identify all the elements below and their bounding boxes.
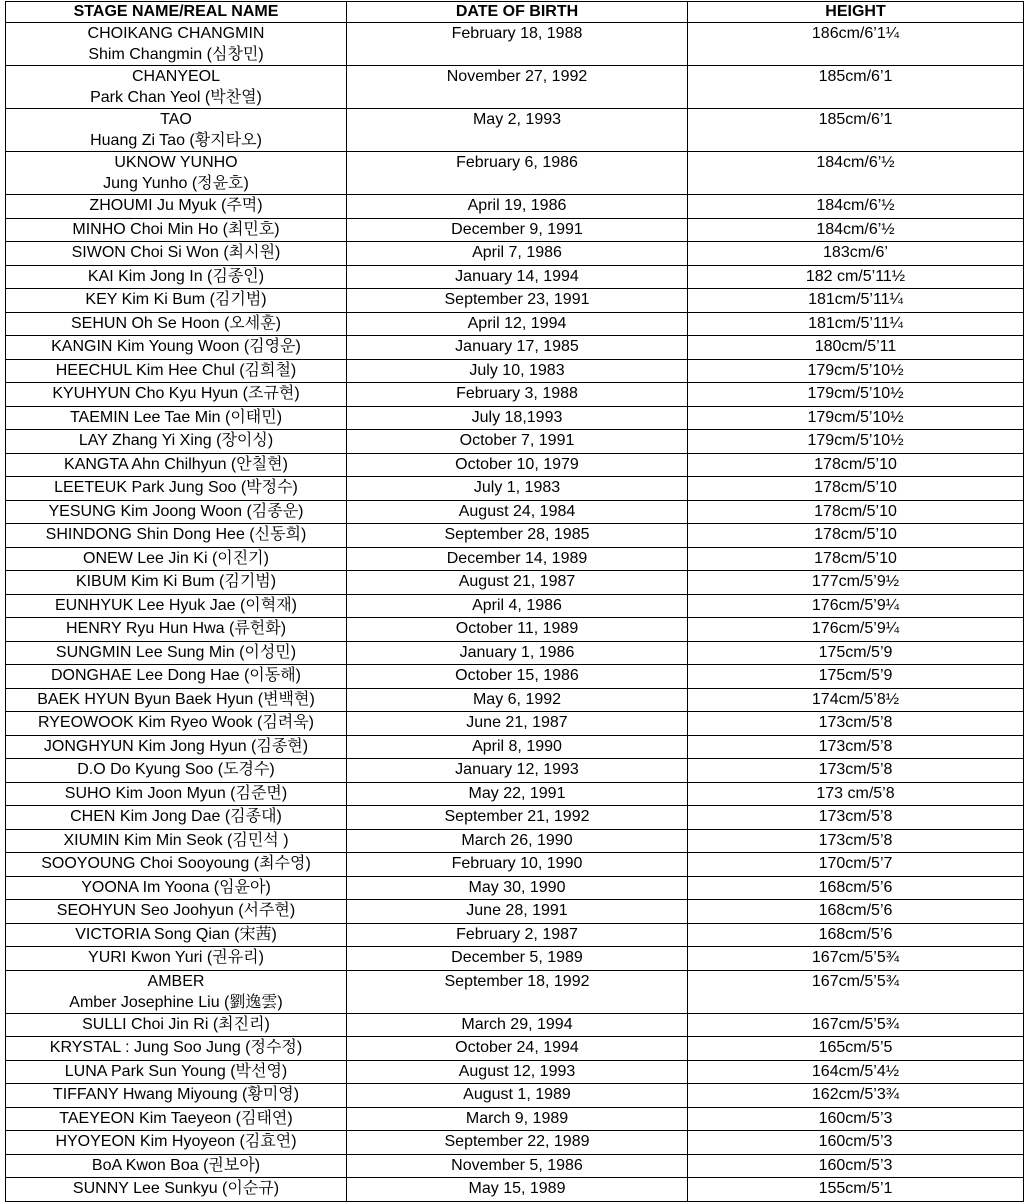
height-cell: 160cm/5’3: [688, 1107, 1024, 1131]
stage-name: SUNGMIN Lee Sung Min (이성민): [55, 643, 297, 661]
stage-real-name-cell: [6, 853, 347, 877]
table-row: [6, 195, 1024, 219]
date-of-birth-cell: April 12, 1994: [347, 312, 688, 336]
height-cell: 165cm/5’5: [688, 1037, 1024, 1061]
stage-real-name-cell: [6, 359, 347, 383]
table-row: [6, 970, 1024, 1013]
height-cell: 174cm/5’8½: [688, 688, 1024, 712]
date-of-birth-cell: December 5, 1989: [347, 947, 688, 971]
date-of-birth-cell: April 7, 1986: [347, 242, 688, 266]
date-of-birth-cell: November 5, 1986: [347, 1154, 688, 1178]
table-row: [6, 524, 1024, 548]
table-row: [6, 806, 1024, 830]
real-name: Shim Changmin (심창민): [88, 46, 264, 63]
stage-name: CHOIKANG CHANGMIN: [87, 25, 265, 42]
table-row: [6, 1013, 1024, 1037]
header-stage-name: STAGE NAME/REAL NAME: [6, 2, 347, 23]
stage-real-name-cell: [6, 547, 347, 571]
table-row: [6, 312, 1024, 336]
stage-name: YOONA Im Yoona (임윤아): [81, 878, 271, 896]
table-row: [6, 947, 1024, 971]
stage-real-name-cell: [6, 829, 347, 853]
date-of-birth-cell: February 3, 1988: [347, 383, 688, 407]
date-of-birth-cell: December 9, 1991: [347, 218, 688, 242]
stage-name: SUNNY Lee Sunkyu (이순규): [72, 1180, 280, 1197]
height-cell: 173cm/5’8: [688, 829, 1024, 853]
table-row: [6, 571, 1024, 595]
height-cell: 178cm/5’10: [688, 453, 1024, 477]
stage-real-name-cell: [6, 594, 347, 618]
height-cell: 184cm/6’½: [688, 218, 1024, 242]
stage-real-name-cell: [6, 782, 347, 806]
date-of-birth-cell: October 10, 1979: [347, 453, 688, 477]
stage-name: KIBUM Kim Ki Bum (김기범): [75, 573, 277, 590]
height-cell: 179cm/5’10½: [688, 430, 1024, 454]
height-cell: 180cm/5’11: [688, 336, 1024, 360]
header-height: HEIGHT: [688, 2, 1024, 23]
table-row: [6, 242, 1024, 266]
date-of-birth-cell: September 28, 1985: [347, 524, 688, 548]
table-row: [6, 23, 1024, 66]
height-cell: 181cm/5’11¼: [688, 289, 1024, 313]
table-row: [6, 359, 1024, 383]
height-cell: 179cm/5’10½: [688, 406, 1024, 430]
height-cell: 178cm/5’10: [688, 477, 1024, 501]
stage-name: KRYSTAL : Jung Soo Jung (정수정): [49, 1039, 303, 1056]
date-of-birth-cell: September 22, 1989: [347, 1131, 688, 1155]
table-header: [6, 2, 1024, 23]
stage-name: SUHO Kim Joon Myun (김준면): [64, 784, 288, 802]
table-row: [6, 1060, 1024, 1084]
stage-name: HEECHUL Kim Hee Chul (김희철): [55, 361, 297, 379]
stage-real-name-cell: [6, 806, 347, 830]
stage-real-name-cell: [6, 712, 347, 736]
stage-name: TAO: [160, 111, 192, 128]
height-cell: 178cm/5’10: [688, 500, 1024, 524]
height-cell: 185cm/6’1: [688, 109, 1024, 152]
table-row: [6, 152, 1024, 195]
stage-name: LEETEUK Park Jung Soo (박정수): [54, 479, 298, 496]
stage-real-name-cell: [6, 1060, 347, 1084]
stage-name: KANGIN Kim Young Woon (김영운): [51, 338, 301, 355]
date-of-birth-cell: August 1, 1989: [347, 1084, 688, 1108]
stage-real-name-cell: [6, 152, 347, 195]
stage-name: JONGHYUN Kim Jong Hyun (김종현): [43, 737, 309, 755]
header-row: [6, 2, 1024, 23]
stage-real-name-cell: [6, 477, 347, 501]
date-of-birth-cell: October 7, 1991: [347, 430, 688, 454]
height-cell: 184cm/6’½: [688, 195, 1024, 219]
stage-real-name-cell: [6, 571, 347, 595]
date-of-birth-cell: September 18, 1992: [347, 970, 688, 1013]
date-of-birth-cell: February 2, 1987: [347, 923, 688, 947]
height-cell: 168cm/5’6: [688, 923, 1024, 947]
date-of-birth-cell: May 6, 1992: [347, 688, 688, 712]
date-of-birth-cell: April 4, 1986: [347, 594, 688, 618]
stage-name: SEOHYUN Seo Joohyun (서주현): [56, 902, 296, 919]
date-of-birth-cell: May 22, 1991: [347, 782, 688, 806]
table-row: [6, 782, 1024, 806]
stage-real-name-cell: [6, 735, 347, 759]
table-row: [6, 500, 1024, 524]
height-cell: 173cm/5’8: [688, 712, 1024, 736]
date-of-birth-cell: January 1, 1986: [347, 641, 688, 665]
height-cell: 168cm/5’6: [688, 876, 1024, 900]
date-of-birth-cell: August 12, 1993: [347, 1060, 688, 1084]
height-cell: 173 cm/5’8: [688, 782, 1024, 806]
stage-name: TAEYEON Kim Taeyeon (김태연): [59, 1109, 293, 1127]
date-of-birth-cell: January 14, 1994: [347, 265, 688, 289]
stage-name: CHEN Kim Jong Dae (김종대): [70, 808, 282, 825]
stage-name: VICTORIA Song Qian (宋茜): [75, 925, 277, 943]
idol-height-table: [5, 1, 1024, 1202]
date-of-birth-cell: July 1, 1983: [347, 477, 688, 501]
stage-real-name-cell: [6, 336, 347, 360]
date-of-birth-cell: January 17, 1985: [347, 336, 688, 360]
stage-name: SOOYOUNG Choi Sooyoung (최수영): [41, 855, 311, 872]
date-of-birth-cell: March 9, 1989: [347, 1107, 688, 1131]
stage-real-name-cell: [6, 759, 347, 783]
date-of-birth-cell: December 14, 1989: [347, 547, 688, 571]
date-of-birth-cell: February 18, 1988: [347, 23, 688, 66]
table-row: [6, 109, 1024, 152]
stage-real-name-cell: [6, 23, 347, 66]
stage-name: EUNHYUK Lee Hyuk Jae (이혁재): [55, 596, 297, 614]
stage-name: KANGTA Ahn Chilhyun (안칠현): [64, 455, 288, 473]
table-row: [6, 547, 1024, 571]
date-of-birth-cell: August 24, 1984: [347, 500, 688, 524]
stage-name: BoA Kwon Boa (권보아): [91, 1156, 261, 1174]
height-cell: 167cm/5’5¾: [688, 970, 1024, 1013]
height-cell: 155cm/5’1: [688, 1178, 1024, 1202]
date-of-birth-cell: March 26, 1990: [347, 829, 688, 853]
date-of-birth-cell: January 12, 1993: [347, 759, 688, 783]
stage-real-name-cell: [6, 1037, 347, 1061]
table-row: [6, 735, 1024, 759]
table-row: [6, 900, 1024, 924]
date-of-birth-cell: August 21, 1987: [347, 571, 688, 595]
table-row: [6, 853, 1024, 877]
stage-name: AMBER: [147, 972, 205, 990]
stage-real-name-cell: [6, 500, 347, 524]
stage-name: CHANYEOL: [131, 68, 221, 85]
date-of-birth-cell: June 28, 1991: [347, 900, 688, 924]
stage-name: LAY Zhang Yi Xing (장이싱): [78, 432, 274, 449]
table-row: [6, 712, 1024, 736]
stage-name: SHINDONG Shin Dong Hee (신동희): [45, 526, 307, 543]
stage-name: XIUMIN Kim Min Seok (김민석 ): [63, 831, 289, 849]
date-of-birth-cell: July 18,1993: [347, 406, 688, 430]
table-row: [6, 218, 1024, 242]
date-of-birth-cell: October 11, 1989: [347, 618, 688, 642]
stage-name: HYOYEON Kim Hyoyeon (김효연): [55, 1133, 297, 1150]
stage-real-name-cell: [6, 876, 347, 900]
stage-name: UKNOW YUNHO: [114, 154, 238, 171]
real-name: Jung Yunho (정윤호): [103, 175, 249, 192]
table-row: [6, 1154, 1024, 1178]
table-row: [6, 1084, 1024, 1108]
height-cell: 160cm/5’3: [688, 1154, 1024, 1178]
table-row: [6, 759, 1024, 783]
stage-real-name-cell: [6, 618, 347, 642]
height-cell: 184cm/6’½: [688, 152, 1024, 195]
date-of-birth-cell: May 15, 1989: [347, 1178, 688, 1202]
header-date-of-birth: DATE OF BIRTH: [347, 2, 688, 23]
date-of-birth-cell: April 8, 1990: [347, 735, 688, 759]
stage-name: BAEK HYUN Byun Baek Hyun (변백현): [37, 690, 315, 708]
table-row: [6, 829, 1024, 853]
height-cell: 162cm/5’3¾: [688, 1084, 1024, 1108]
table-row: [6, 618, 1024, 642]
date-of-birth-cell: April 19, 1986: [347, 195, 688, 219]
stage-name: YESUNG Kim Joong Woon (김종운): [48, 502, 304, 520]
table-body: [6, 23, 1024, 1202]
table-row: [6, 688, 1024, 712]
table-row: [6, 336, 1024, 360]
height-cell: 181cm/5’11¼: [688, 312, 1024, 336]
table-row: [6, 66, 1024, 109]
height-cell: 175cm/5’9: [688, 641, 1024, 665]
stage-real-name-cell: [6, 289, 347, 313]
table-row: [6, 383, 1024, 407]
stage-name: ZHOUMI Ju Myuk (주멱): [89, 197, 263, 214]
table-row: [6, 265, 1024, 289]
height-cell: 182 cm/5’11½: [688, 265, 1024, 289]
stage-name: SEHUN Oh Se Hoon (오세훈): [71, 314, 281, 332]
height-cell: 186cm/6’1¼: [688, 23, 1024, 66]
stage-name: KAI Kim Jong In (김종인): [87, 267, 265, 285]
stage-real-name-cell: [6, 242, 347, 266]
real-name: Park Chan Yeol (박찬열): [90, 89, 262, 106]
stage-real-name-cell: [6, 641, 347, 665]
date-of-birth-cell: February 10, 1990: [347, 853, 688, 877]
stage-real-name-cell: [6, 1107, 347, 1131]
stage-name: TAEMIN Lee Tae Min (이태민): [69, 408, 283, 426]
stage-real-name-cell: [6, 1013, 347, 1037]
height-cell: 164cm/5’4½: [688, 1060, 1024, 1084]
height-cell: 179cm/5’10½: [688, 383, 1024, 407]
table-row: [6, 923, 1024, 947]
real-name: Huang Zi Tao (황지타오): [90, 132, 262, 149]
height-cell: 178cm/5’10: [688, 547, 1024, 571]
stage-real-name-cell: [6, 688, 347, 712]
date-of-birth-cell: June 21, 1987: [347, 712, 688, 736]
stage-name: KYUHYUN Cho Kyu Hyun (조규현): [52, 385, 300, 402]
height-cell: 167cm/5’5¾: [688, 1013, 1024, 1037]
date-of-birth-cell: September 23, 1991: [347, 289, 688, 313]
table-row: [6, 477, 1024, 501]
stage-name: YURI Kwon Yuri (권유리): [88, 949, 264, 966]
real-name: Amber Josephine Liu (劉逸雲): [69, 993, 283, 1011]
date-of-birth-cell: September 21, 1992: [347, 806, 688, 830]
stage-real-name-cell: [6, 430, 347, 454]
stage-name: ONEW Lee Jin Ki (이진기): [83, 549, 269, 567]
stage-name: DONGHAE Lee Dong Hae (이동해): [50, 667, 301, 684]
date-of-birth-cell: March 29, 1994: [347, 1013, 688, 1037]
stage-name: KEY Kim Ki Bum (김기범): [85, 291, 267, 308]
stage-real-name-cell: [6, 218, 347, 242]
stage-name: MINHO Choi Min Ho (최민호): [72, 220, 280, 238]
stage-real-name-cell: [6, 453, 347, 477]
table-row: [6, 665, 1024, 689]
stage-real-name-cell: [6, 265, 347, 289]
table-row: [6, 1037, 1024, 1061]
stage-real-name-cell: [6, 1154, 347, 1178]
date-of-birth-cell: November 27, 1992: [347, 66, 688, 109]
stage-real-name-cell: [6, 312, 347, 336]
height-cell: 176cm/5’9¼: [688, 618, 1024, 642]
stage-name: RYEOWOOK Kim Ryeo Wook (김려욱): [37, 714, 315, 731]
table-row: [6, 594, 1024, 618]
stage-name: HENRY Ryu Hun Hwa (류헌화): [65, 620, 287, 637]
stage-real-name-cell: [6, 1084, 347, 1108]
table-row: [6, 1107, 1024, 1131]
stage-real-name-cell: [6, 383, 347, 407]
table-row: [6, 1131, 1024, 1155]
height-cell: 177cm/5’9½: [688, 571, 1024, 595]
stage-name: D.O Do Kyung Soo (도경수): [77, 761, 275, 778]
stage-real-name-cell: [6, 109, 347, 152]
date-of-birth-cell: May 30, 1990: [347, 876, 688, 900]
height-cell: 168cm/5’6: [688, 900, 1024, 924]
stage-real-name-cell: [6, 970, 347, 1013]
date-of-birth-cell: July 10, 1983: [347, 359, 688, 383]
height-cell: 179cm/5’10½: [688, 359, 1024, 383]
height-cell: 170cm/5’7: [688, 853, 1024, 877]
date-of-birth-cell: February 6, 1986: [347, 152, 688, 195]
table-row: [6, 1178, 1024, 1202]
stage-real-name-cell: [6, 1131, 347, 1155]
height-cell: 176cm/5’9¼: [688, 594, 1024, 618]
stage-name: SIWON Choi Si Won (최시원): [71, 244, 281, 261]
stage-real-name-cell: [6, 195, 347, 219]
height-cell: 178cm/5’10: [688, 524, 1024, 548]
stage-real-name-cell: [6, 406, 347, 430]
height-cell: 167cm/5’5¾: [688, 947, 1024, 971]
stage-name: SULLI Choi Jin Ri (최진리): [82, 1015, 270, 1033]
height-cell: 173cm/5’8: [688, 806, 1024, 830]
date-of-birth-cell: October 24, 1994: [347, 1037, 688, 1061]
table-row: [6, 641, 1024, 665]
stage-name: TIFFANY Hwang Miyoung (황미영): [52, 1086, 300, 1103]
height-cell: 183cm/6’: [688, 242, 1024, 266]
stage-real-name-cell: [6, 524, 347, 548]
table-row: [6, 289, 1024, 313]
height-cell: 173cm/5’8: [688, 759, 1024, 783]
height-cell: 173cm/5’8: [688, 735, 1024, 759]
stage-real-name-cell: [6, 1178, 347, 1202]
stage-real-name-cell: [6, 923, 347, 947]
stage-real-name-cell: [6, 66, 347, 109]
height-cell: 185cm/6’1: [688, 66, 1024, 109]
table-row: [6, 430, 1024, 454]
stage-real-name-cell: [6, 665, 347, 689]
height-cell: 160cm/5’3: [688, 1131, 1024, 1155]
table-row: [6, 453, 1024, 477]
date-of-birth-cell: October 15, 1986: [347, 665, 688, 689]
table-row: [6, 406, 1024, 430]
stage-name: LUNA Park Sun Young (박선영): [64, 1062, 288, 1080]
height-cell: 175cm/5’9: [688, 665, 1024, 689]
stage-real-name-cell: [6, 947, 347, 971]
date-of-birth-cell: May 2, 1993: [347, 109, 688, 152]
stage-real-name-cell: [6, 900, 347, 924]
table-row: [6, 876, 1024, 900]
